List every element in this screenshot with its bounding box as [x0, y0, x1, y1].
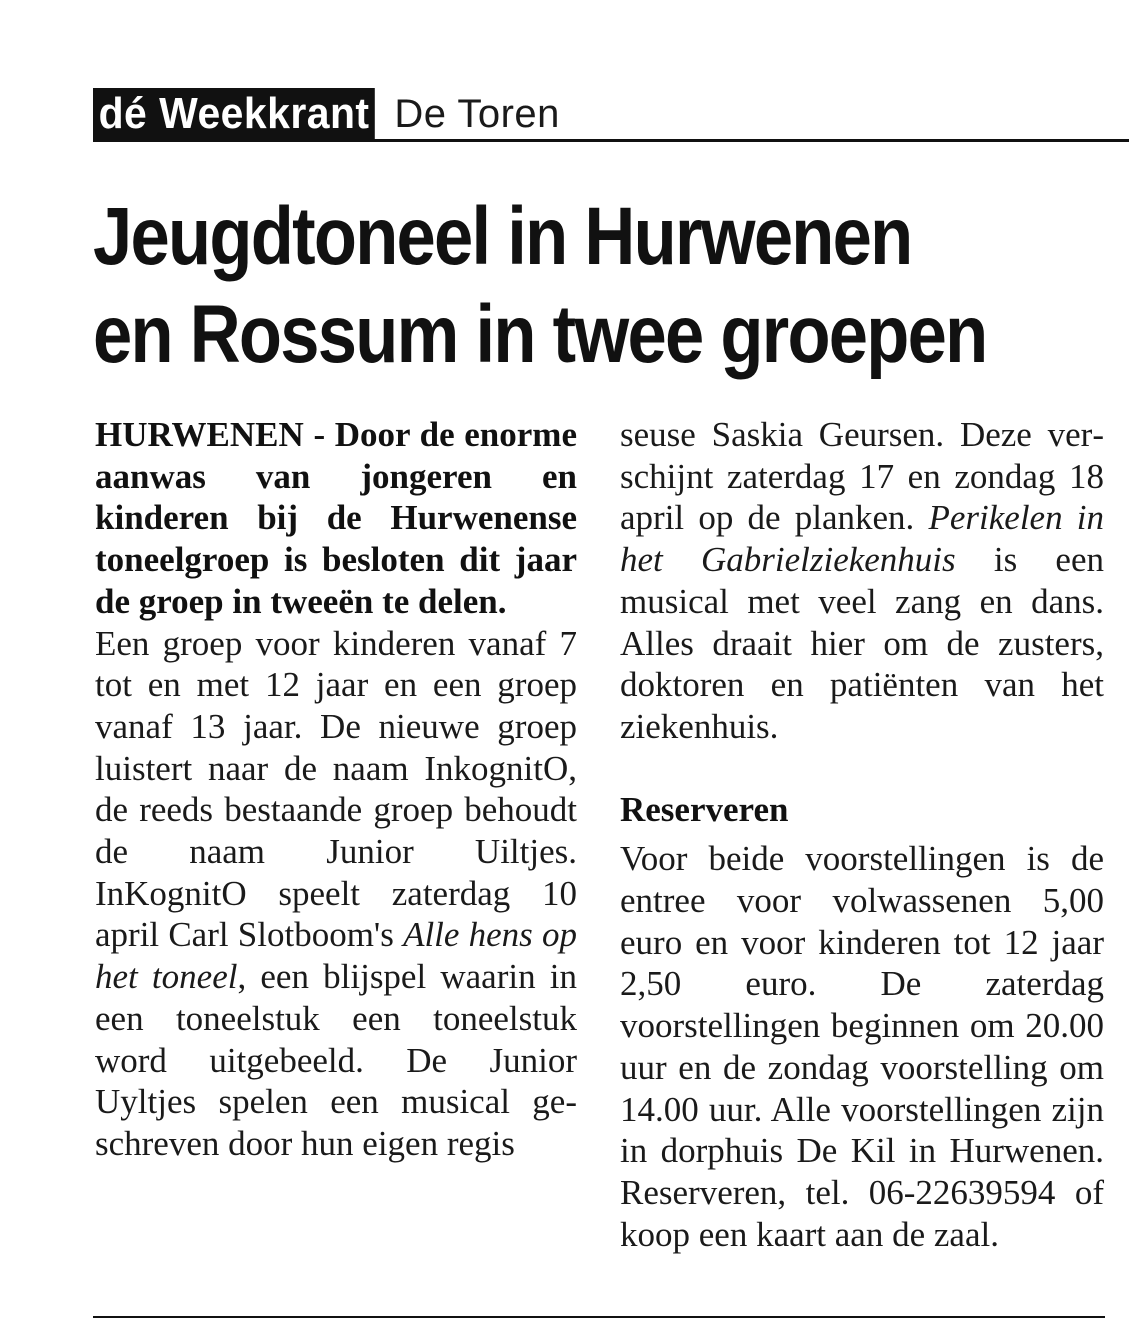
headline-line-1: Jeugdtoneel in Hurwenen [93, 191, 912, 282]
masthead-rule [93, 139, 1129, 142]
article-body-reserveren: Voor beide voorstellingen is de entree voor volwassenen 5,00 euro en voor kinderen tot 12 jaar 2,50 euro. De zaterdag voorstellingen beginnen om 20.00 uur en de zondag voorstelling om 14.00 uur. Alle voorstellingen zijn in dorphuis De Kil in Hurwenen. Reserveren, tel. 06-22639594 of koop een kaart aan de zaal. [620, 839, 1104, 1254]
masthead [93, 88, 560, 140]
section-subhead: Reserveren [620, 789, 789, 829]
article-body-right: seuse Saskia Geursen. Deze verschijnt zaterdag 17 en zondag 18 april op de planken. Perikelen in het Gabrielziekenhuis is een musical met veel zang en dans. Alles draait hier om de zusters, doktoren en patiënten van het ziekenhuis. [620, 415, 1105, 746]
article-headline [93, 188, 987, 384]
article-lead: HURWENEN - Door de enorme aanwas van jongeren en kinderen bij de Hurwenense toneelgroep is besloten dit jaar de groep in tweeën te delen. [95, 415, 577, 621]
newspaper-brand: dé Weekkrant [93, 88, 375, 140]
article-bottom-rule [93, 1316, 1105, 1318]
article-body-left: Een groep voor kinderen vanaf 7 tot en met 12 jaar en een groep vanaf 13 jaar. De nieuwe groep luistert naar de naam InkognitO, de reeds bestaande groep behoudt de naam Junior Uiltjes. InKognitO speelt zaterdag 10 april Carl Slotboom's Alle hens op het toneel, een blijspel waarin in een toneelstuk een toneelstuk word uitgebeeld. De Junior Uyltjes spelen een musical geschreven door hun eigen regis [95, 623, 578, 1163]
edition-name: De Toren [394, 92, 560, 136]
article-column-right [620, 414, 1104, 1255]
headline-line-2: en Rossum in twee groepen [93, 289, 987, 380]
article-column-left [95, 414, 577, 1165]
